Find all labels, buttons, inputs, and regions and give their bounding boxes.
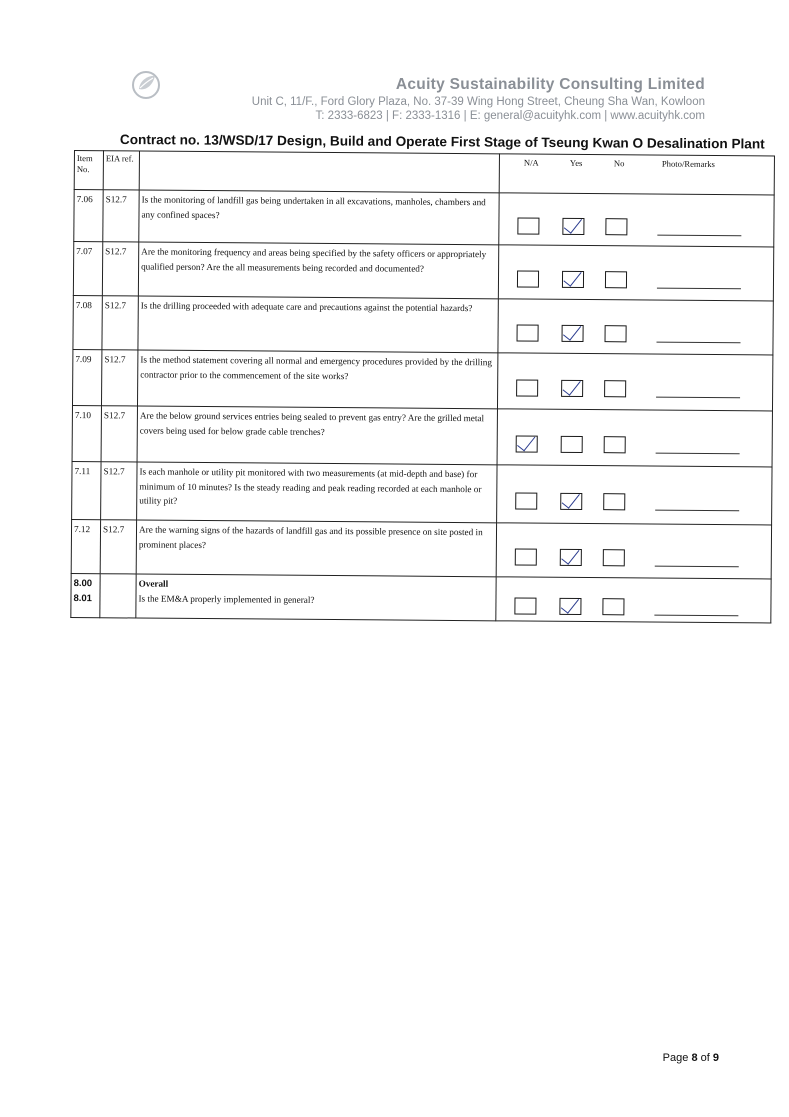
company-contact: T: 2333-6823 | F: 2333-1316 | E: general@acuityhk.com | www.acuityhk.com: [315, 110, 705, 122]
header-na: N/A: [523, 157, 539, 168]
remarks-line[interactable]: [657, 235, 741, 237]
response-cell: [499, 193, 774, 247]
remarks-line[interactable]: [657, 342, 741, 344]
checkbox-no[interactable]: [603, 549, 625, 566]
table-row: [72, 405, 772, 466]
checkbox-na[interactable]: [514, 597, 536, 614]
checklist-question: Is the method statement covering all normal and emergency procedures provided by the drilling contractor prior to the commencement of the site works?: [137, 350, 497, 409]
checkbox-yes-checked[interactable]: [562, 271, 584, 288]
response-cell: [496, 523, 771, 579]
checklist-question: Is the monitoring of landfill gas being undertaken in all excavations, manholes, chambers and any confined spaces?: [139, 190, 499, 245]
overall-title: Overall: [138, 578, 169, 589]
checklist-question: Are the warning signs of the hazards of landfill gas and its possible presence on site posted in prominent places?: [136, 520, 496, 577]
letterhead: [252, 76, 705, 122]
table-row: [71, 519, 771, 578]
remarks-line[interactable]: [656, 453, 740, 455]
eia-reference: S12.7: [101, 406, 137, 462]
response-cell: [498, 299, 773, 355]
table-row: [72, 349, 772, 410]
header-yes: Yes: [569, 157, 583, 168]
table-row: [73, 242, 773, 301]
eia-reference: S12.7: [102, 242, 138, 296]
total-pages: 9: [712, 1052, 719, 1064]
item-number: 7.08: [73, 295, 102, 349]
eia-reference: S12.7: [101, 350, 137, 406]
contract-title: Contract no. 13/WSD/17 Design, Build and Operate First Stage of Tseung Kwan O Desalination Plant: [119, 132, 765, 152]
page-number: 8: [691, 1052, 698, 1064]
checkbox-yes-checked[interactable]: [562, 325, 584, 342]
checkbox-no[interactable]: [605, 218, 627, 235]
checkbox-no[interactable]: [603, 493, 625, 510]
checkbox-yes-checked[interactable]: [560, 549, 582, 566]
remarks-line[interactable]: [654, 615, 738, 617]
response-cell: [497, 353, 772, 411]
overall-item-number: 8.01: [73, 593, 93, 605]
checklist-question: Are the below ground services entries being sealed to prevent gas entry? Are the grilled metal covers being used for below grade cable trenches?: [137, 406, 497, 465]
of-label: of: [700, 1052, 710, 1064]
item-number: 7.06: [74, 190, 103, 242]
remarks-line[interactable]: [655, 510, 739, 512]
checkbox-yes-checked[interactable]: [561, 380, 583, 397]
item-number: 7.07: [73, 242, 102, 296]
remarks-line[interactable]: [655, 566, 739, 568]
item-number: 7.11: [72, 461, 101, 519]
checklist-question: Is each manhole or utility pit monitored with two measurements (at mid-depth and base) for minimum of 10 minutes? Is the steady reading and peak reading recorded at each manhole or utility pit?: [137, 462, 497, 523]
checkbox-no[interactable]: [605, 325, 627, 342]
header-eia: EIA ref.: [103, 151, 139, 190]
item-number: 7.09: [72, 349, 101, 405]
checkbox-yes[interactable]: [561, 436, 583, 453]
item-number: 7.12: [71, 519, 100, 573]
page-label: Page: [662, 1052, 689, 1064]
header-remarks: Photo/Remarks: [661, 158, 715, 170]
overall-question: Is the EM&A properly implemented in general?: [138, 593, 315, 605]
response-cell: [497, 465, 772, 525]
checkbox-yes-checked[interactable]: [562, 218, 584, 235]
checkbox-na[interactable]: [516, 379, 538, 396]
checkbox-na[interactable]: [517, 217, 539, 234]
table-header-row: [74, 151, 774, 195]
response-cell: [498, 245, 773, 301]
table-row: [74, 190, 774, 247]
eia-reference: S12.7: [100, 520, 136, 574]
header-item: Item No.: [74, 151, 103, 190]
checklist-question: Is the drilling proceeded with adequate care and precautions against the potential hazards?: [138, 296, 498, 353]
checkbox-na[interactable]: [517, 324, 539, 341]
table-row-overall: [71, 573, 771, 622]
eia-reference: S12.7: [103, 190, 139, 242]
item-number: 7.10: [72, 405, 101, 461]
response-cell: [497, 409, 772, 467]
remarks-line[interactable]: [657, 288, 741, 290]
checkbox-yes-checked[interactable]: [560, 493, 582, 510]
table-row: [73, 295, 773, 354]
overall-section-number: 8.00: [73, 578, 93, 590]
checkbox-na[interactable]: [515, 548, 537, 565]
header-no: No: [613, 158, 625, 169]
checklist-question: Are the monitoring frequency and areas being specified by the safety officers or appropriately qualified person? Are the all measurements being recorded and documented?: [138, 242, 498, 299]
company-name: Acuity Sustainability Consulting Limited: [395, 76, 705, 93]
checkbox-no[interactable]: [604, 380, 626, 397]
checkbox-no[interactable]: [602, 598, 624, 615]
acuity-leaf-logo-icon: [128, 66, 164, 102]
table-row: [72, 461, 772, 524]
checkbox-yes-checked[interactable]: [559, 598, 581, 615]
checklist-table: [70, 150, 774, 623]
eia-reference: S12.7: [101, 462, 137, 520]
checkbox-na[interactable]: [517, 270, 539, 287]
checkbox-no[interactable]: [604, 436, 626, 453]
checkbox-na[interactable]: [515, 492, 537, 509]
page-footer: [663, 1052, 719, 1064]
checkbox-no[interactable]: [605, 271, 627, 288]
company-address: Unit C, 11/F., Ford Glory Plaza, No. 37-39 Wing Hong Street, Cheung Sha Wan, Kowloon: [251, 96, 705, 108]
remarks-line[interactable]: [656, 397, 740, 399]
eia-reference: S12.7: [102, 296, 138, 350]
checkbox-na-checked[interactable]: [516, 435, 538, 452]
